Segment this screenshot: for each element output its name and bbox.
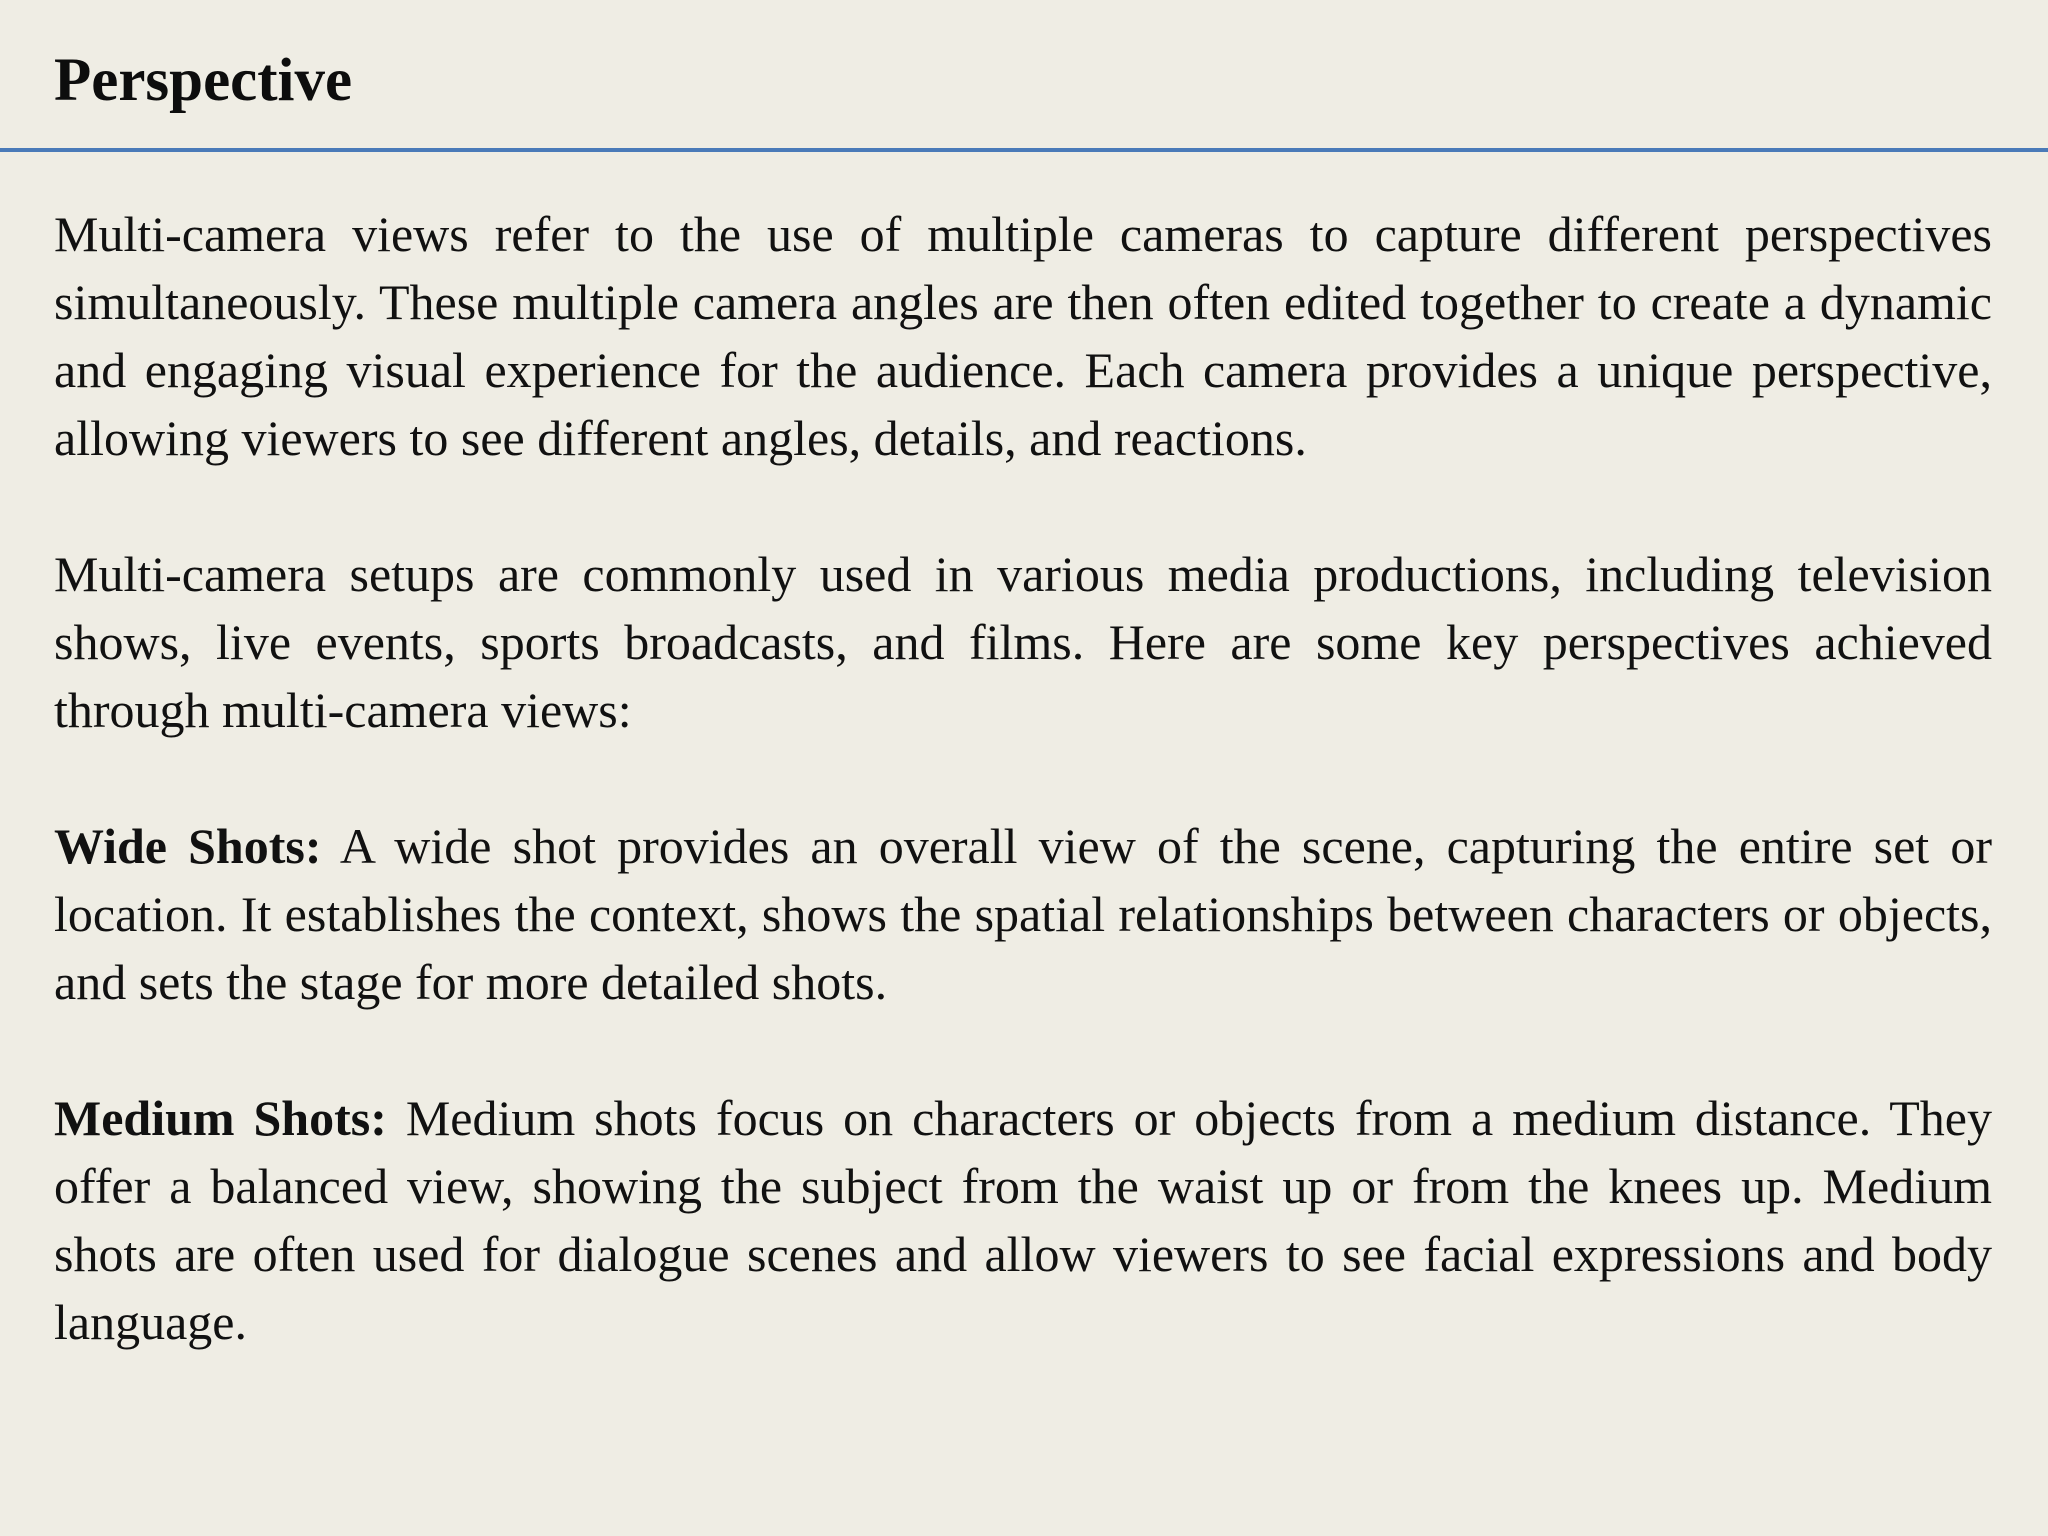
- medium-shots-paragraph: [54, 1084, 1992, 1356]
- medium-shots-description: Medium shots focus on characters or objects from a medium distance. They offer a balanced view, showing the subject from the waist up or from the knees up. Medium shots are often used for dialogue scenes and allow viewers to see facial expressions and body language.: [54, 1090, 1992, 1350]
- medium-shots-term: Medium Shots:: [54, 1090, 387, 1146]
- slide-title: Perspective: [54, 47, 353, 114]
- intro-paragraph: Multi-camera views refer to the use of multiple cameras to capture different perspectives simultaneously. These multiple camera angles are then often edited together to create a dynamic and engaging visual experience for the audience. Each camera provides a unique perspective, allowing viewers to see different angles, details, and reactions.: [54, 206, 1992, 466]
- slide-header: [0, 0, 2048, 152]
- wide-shots-paragraph: [54, 812, 1992, 1016]
- usage-paragraph: Multi-camera setups are commonly used in various media productions, including television shows, live events, sports broadcasts, and films. Here are some key perspectives achieved through multi-camera views:: [54, 546, 1992, 738]
- wide-shots-term: Wide Shots:: [54, 818, 322, 874]
- slide-body: [54, 200, 1992, 1424]
- wide-shots-description: A wide shot provides an overall view of the scene, capturing the entire set or location. It establishes the context, shows the spatial relationships between characters or objects, and sets the stage for more detailed shots.: [54, 818, 1992, 1010]
